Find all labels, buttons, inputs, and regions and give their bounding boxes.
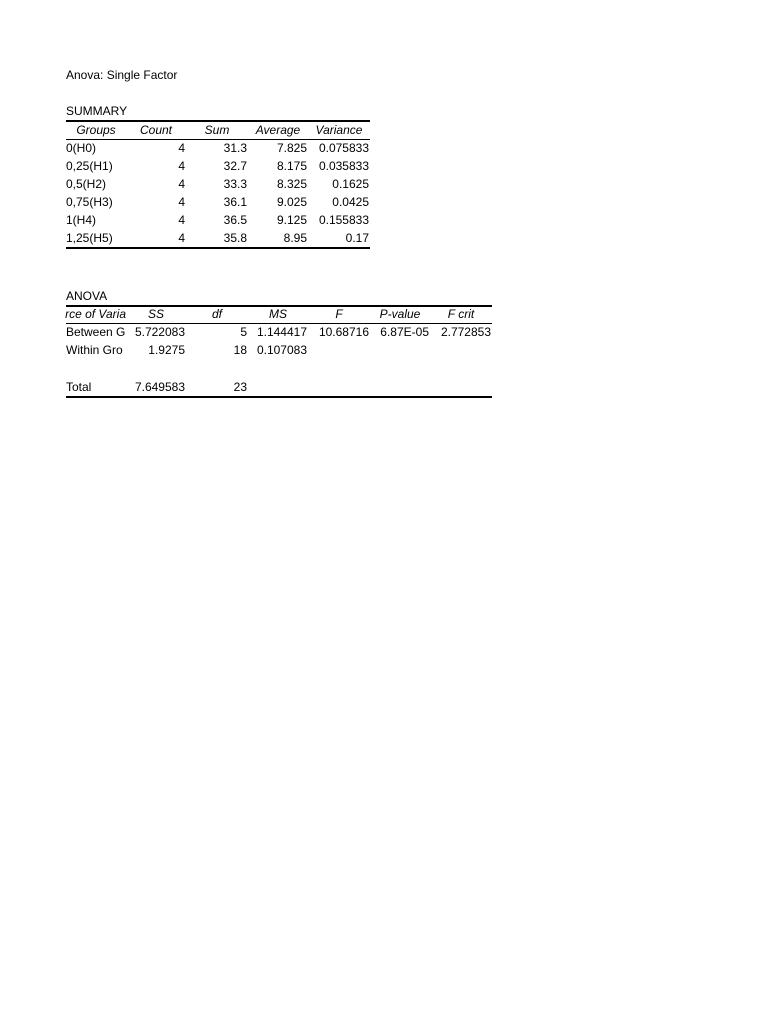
anova-header-source: rce of Varia <box>65 307 126 321</box>
summary-row-average: 7.825 <box>276 141 307 155</box>
summary-row-count: 4 <box>178 177 185 191</box>
summary-row-average: 8.95 <box>283 231 307 245</box>
summary-row-sum: 33.3 <box>223 177 247 191</box>
summary-row-variance: 0.155833 <box>318 213 369 227</box>
summary-row-average: 9.025 <box>276 195 307 209</box>
anova-header-ms: MS <box>269 307 287 321</box>
summary-row-sum: 31.3 <box>223 141 247 155</box>
summary-header-groups: Groups <box>76 123 116 137</box>
anova-between-source: Between G <box>66 325 126 339</box>
anova-label: ANOVA <box>66 289 108 303</box>
summary-row-group: 0(H0) <box>66 141 97 155</box>
summary-row-variance: 0.1625 <box>332 177 369 191</box>
anova-between-df: 5 <box>240 325 247 339</box>
anova-within-source: Within Gro <box>66 343 123 357</box>
summary-row-count: 4 <box>178 141 185 155</box>
anova-between-fcrit: 2.772853 <box>440 325 491 339</box>
sheet-title: Anova: Single Factor <box>66 68 178 82</box>
summary-row-group: 0,25(H1) <box>66 159 113 173</box>
summary-row-variance: 0.17 <box>345 231 369 245</box>
summary-header-average: Average <box>255 123 301 137</box>
summary-bottom-rule <box>66 247 370 249</box>
anova-between-ms: 1.144417 <box>256 325 307 339</box>
summary-row-variance: 0.035833 <box>318 159 369 173</box>
anova-total-source: Total <box>66 380 92 394</box>
summary-row-variance: 0.0425 <box>332 195 369 209</box>
anova-between-f: 10.68716 <box>318 325 369 339</box>
anova-header-ss: SS <box>147 307 164 321</box>
summary-header-count: Count <box>139 123 173 137</box>
summary-row-average: 8.325 <box>276 177 307 191</box>
summary-row-group: 1(H4) <box>66 213 97 227</box>
summary-row-sum: 32.7 <box>223 159 247 173</box>
summary-row-average: 8.175 <box>276 159 307 173</box>
summary-row-count: 4 <box>178 195 185 209</box>
anova-within-df: 18 <box>233 343 247 357</box>
summary-row-sum: 36.1 <box>223 195 247 209</box>
anova-total-df: 23 <box>233 380 247 394</box>
summary-header-sum: Sum <box>204 123 230 137</box>
summary-row-group: 1,25(H5) <box>66 231 113 245</box>
summary-row-count: 4 <box>178 213 185 227</box>
anova-header-fcrit: F crit <box>447 307 475 321</box>
summary-row-count: 4 <box>178 159 185 173</box>
anova-total-ss: 7.649583 <box>134 380 185 394</box>
summary-header-variance: Variance <box>315 123 363 137</box>
summary-row-average: 9.125 <box>276 213 307 227</box>
anova-within-ms: 0.107083 <box>256 343 307 357</box>
summary-label: SUMMARY <box>66 104 128 118</box>
summary-row-sum: 35.8 <box>223 231 247 245</box>
summary-row-variance: 0.075833 <box>318 141 369 155</box>
anova-header-df: df <box>211 307 222 321</box>
summary-row-group: 0,5(H2) <box>66 177 107 191</box>
anova-within-ss: 1.9275 <box>148 343 185 357</box>
anova-between-pvalue: 6.87E-05 <box>380 325 429 339</box>
anova-between-ss: 5.722083 <box>134 325 185 339</box>
anova-header-pvalue: P-value <box>379 307 421 321</box>
summary-row-count: 4 <box>178 231 185 245</box>
summary-row-group: 0,75(H3) <box>66 195 113 209</box>
anova-header-f: F <box>335 307 343 321</box>
summary-row-sum: 36.5 <box>223 213 247 227</box>
anova-bottom-rule <box>66 396 492 398</box>
